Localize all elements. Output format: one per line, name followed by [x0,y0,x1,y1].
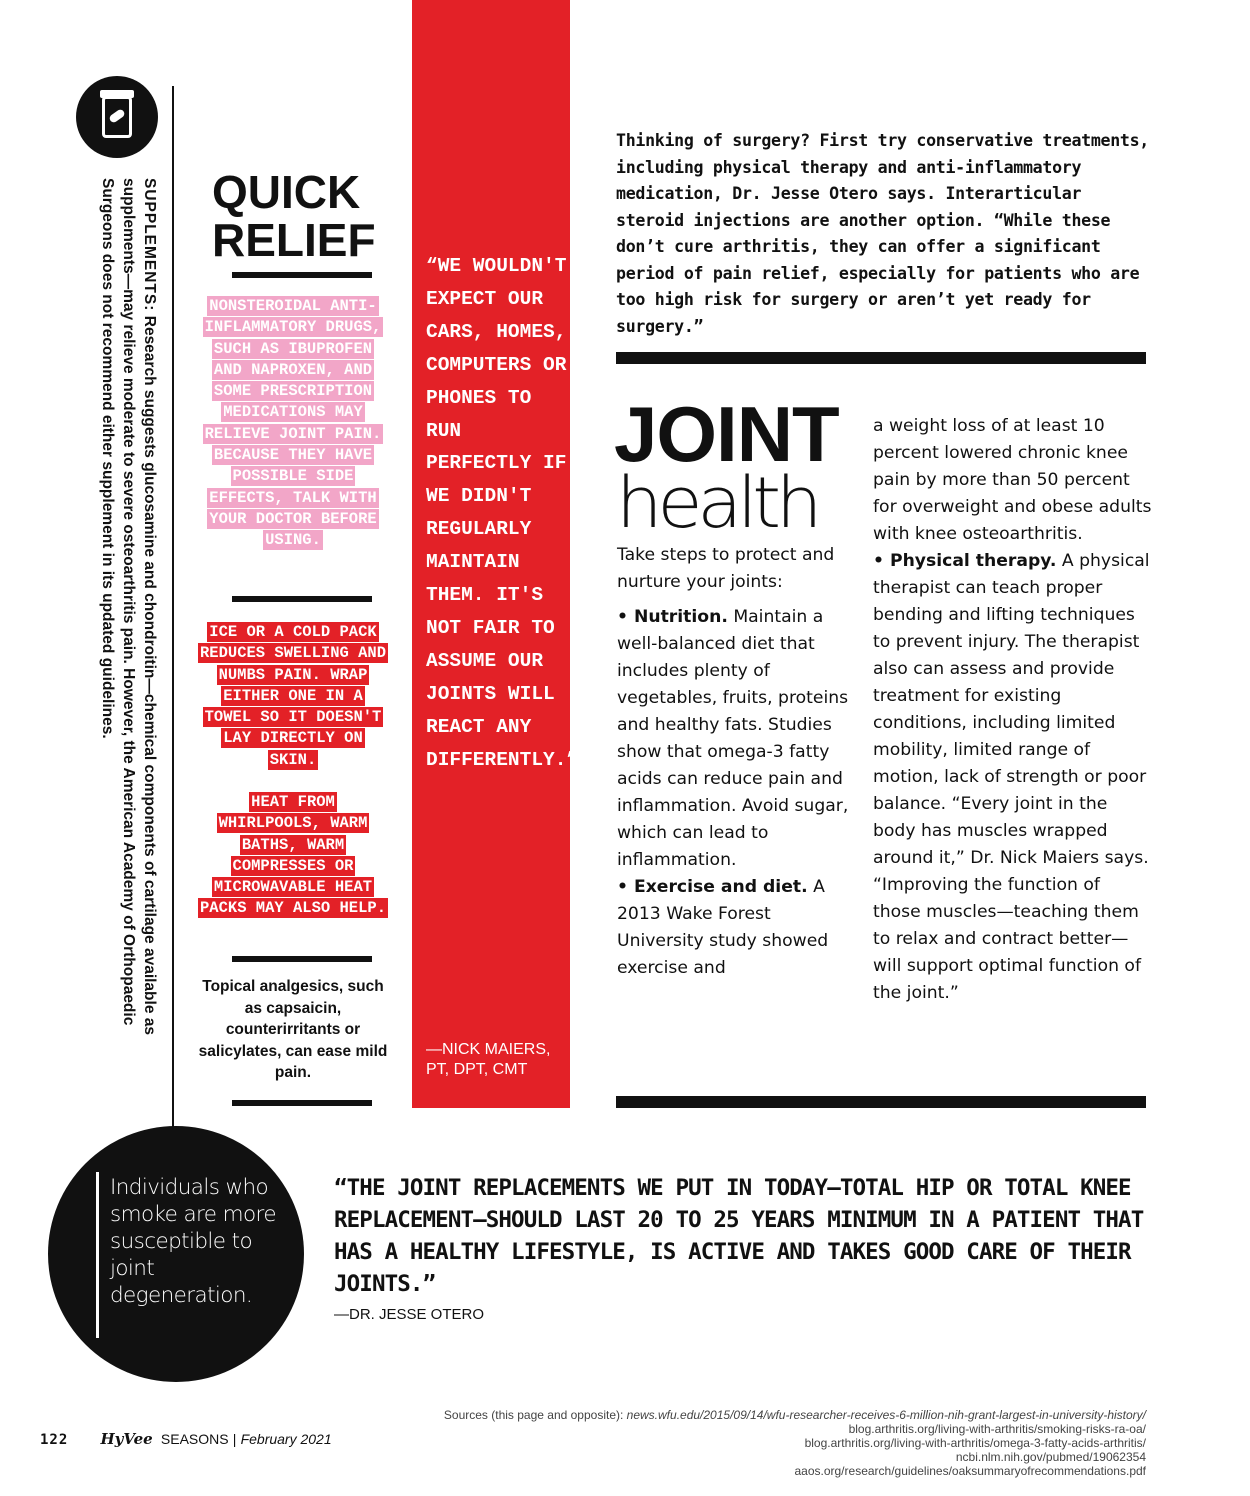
hyvee-logo: HyVee [100,1430,153,1448]
joint-health-subtitle: health [616,462,818,544]
red-pull-quote: “WE WOULDN'T EXPECT OUR CARS, HOMES, COMPUTERS OR PHONES TO RUN PERFECTLY IF WE DIDN'T REGULARLY MAINTAIN THEM. IT'S NOT FAIR TO ASSUME OUR JOINTS WILL REACT ANY DIFFERENTLY.” [426,255,579,771]
divider-bar [232,956,372,962]
supplements-note [97,178,160,1048]
issue-date: February 2021 [240,1431,332,1447]
column-divider [172,86,174,1138]
source-link[interactable]: ncbi.nlm.nih.gov/pubmed/19062354 [955,1450,1146,1464]
supplement-jar-icon [76,76,158,158]
quick-relief-title: QUICK RELIEF [212,166,376,266]
topical-tip: Topical analgesics, such as capsaicin, counterirritants or salicylates, can ease mild pain. [198,978,388,1081]
heat-tip: HEAT FROM WHIRLPOOLS, WARM BATHS, WARM COMPRESSES OR MICROWAVABLE HEAT PACKS MAY ALSO HELP. [199,793,387,918]
footer-separator: | [232,1431,237,1447]
sources-label: Sources (this page and opposite): [443,1408,627,1422]
joint-health-lead: Take steps to protect and nurture your joints: [617,545,835,592]
callout-rule [96,1172,99,1338]
publication-name: SEASONS [160,1431,229,1447]
divider-bar [616,352,1146,364]
exercise-paragraph: • Exercise and diet. A 2013 Wake Forest University study showed exercise and [617,877,829,978]
joint-health-column-2 [873,413,1153,1007]
divider-bar [232,272,372,278]
page-number: 122 [40,1432,69,1448]
divider-bar [232,1100,372,1106]
page-footer [40,1430,332,1448]
source-link[interactable]: blog.arthritis.org/living-with-arthritis/smoking-risks-ra-oa/ [848,1422,1146,1436]
nutrition-paragraph: • Nutrition. Maintain a well-balanced diet that includes plenty of vegetables, fruits, proteins and healthy fats. Studies show that omega-3 fatty acids can reduce pain and inflammation. Avoid sugar, which can lead to inflammation. [617,607,849,870]
red-quote-attribution: —NICK MAIERS, PT, DPT, CMT [426,1041,551,1078]
source-link[interactable]: news.wfu.edu/2015/09/14/wfu-researcher-receives-6-million-nih-grant-largest-in-university-history/ [626,1408,1146,1422]
joint-health-title: JOINT [614,390,839,478]
divider-bar [232,596,372,602]
cold-pack-tip: ICE OR A COLD PACK REDUCES SWELLING AND NUMBS PAIN. WRAP EITHER ONE IN A TOWEL SO IT DOESN'T LAY DIRECTLY ON SKIN. [199,623,387,769]
supplements-label: SUPPLEMENTS: [141,178,158,312]
nsaid-tip: NONSTEROIDAL ANTI-INFLAMMATORY DRUGS, SUCH AS IBUPROFEN AND NAPROXEN, AND SOME PRESCRIPTION MEDICATIONS MAY RELIEVE JOINT PAIN. BECAUSE THEY HAVE POSSIBLE SIDE EFFECTS, TALK WITH YOUR DOCTOR BEFORE USING. [204,297,382,550]
divider-bar [616,1096,1146,1108]
weight-loss-paragraph: a weight loss of at least 10 percent lowered chronic knee pain by more than 50 percent for overweight and obese adults with knee osteoarthritis. [873,416,1152,544]
physical-therapy-paragraph: • Physical therapy. A physical therapist can teach proper bending and lifting techniques to prevent injury. The therapist also can assess and provide treatment for existing conditions, including limited mobility, limited range of motion, lack of strength or poor balance. “Every joint in the body has muscles wrapped around it,” Dr. Nick Maiers says. “Improving the function of those muscles—teaching them to relax and contract better—will support optimal function of the joint.” [873,551,1150,1003]
source-link[interactable]: blog.arthritis.org/living-with-arthritis/omega-3-fatty-acids-arthritis/ [804,1436,1146,1450]
supplements-text: Research suggests glucosamine and chondroitin—chemical components of cartilage available as supplements—may relieve moderate to severe osteoarthritis pain. However, the American Academy of Orthopaedic Surgeons does not recommend either supplement in its updated guidelines. [99,178,158,1035]
surgery-intro: Thinking of surgery? First try conservative treatments, including physical therapy and anti-inflammatory medication, Dr. Jesse Otero says. Interarticular steroid injections are another option. “While these don’t cure arthritis, they can offer a significant period of pain relief, especially for patients who are too high risk for surgery or aren’t yet ready for surgery.” [616,131,1149,336]
smoke-callout-text: Individuals who smoke are more susceptible to joint degeneration. [110,1175,276,1308]
joint-health-column-1 [617,542,857,982]
source-link[interactable]: aaos.org/research/guidelines/oaksummaryofrecommendations.pdf [794,1464,1146,1478]
joint-replacement-quote: “THE JOINT REPLACEMENTS WE PUT IN TODAY—TOTAL HIP OR TOTAL KNEE REPLACEMENT—SHOULD LAST 20 TO 25 YEARS MINIMUM IN A PATIENT THAT HAS A HEALTHY LIFESTYLE, IS ACTIVE AND TAKES GOOD CARE OF THEIR JOINTS.” [334,1175,1144,1297]
joint-replacement-attribution: —DR. JESSE OTERO [334,1306,485,1323]
sources-list [346,1408,1146,1478]
